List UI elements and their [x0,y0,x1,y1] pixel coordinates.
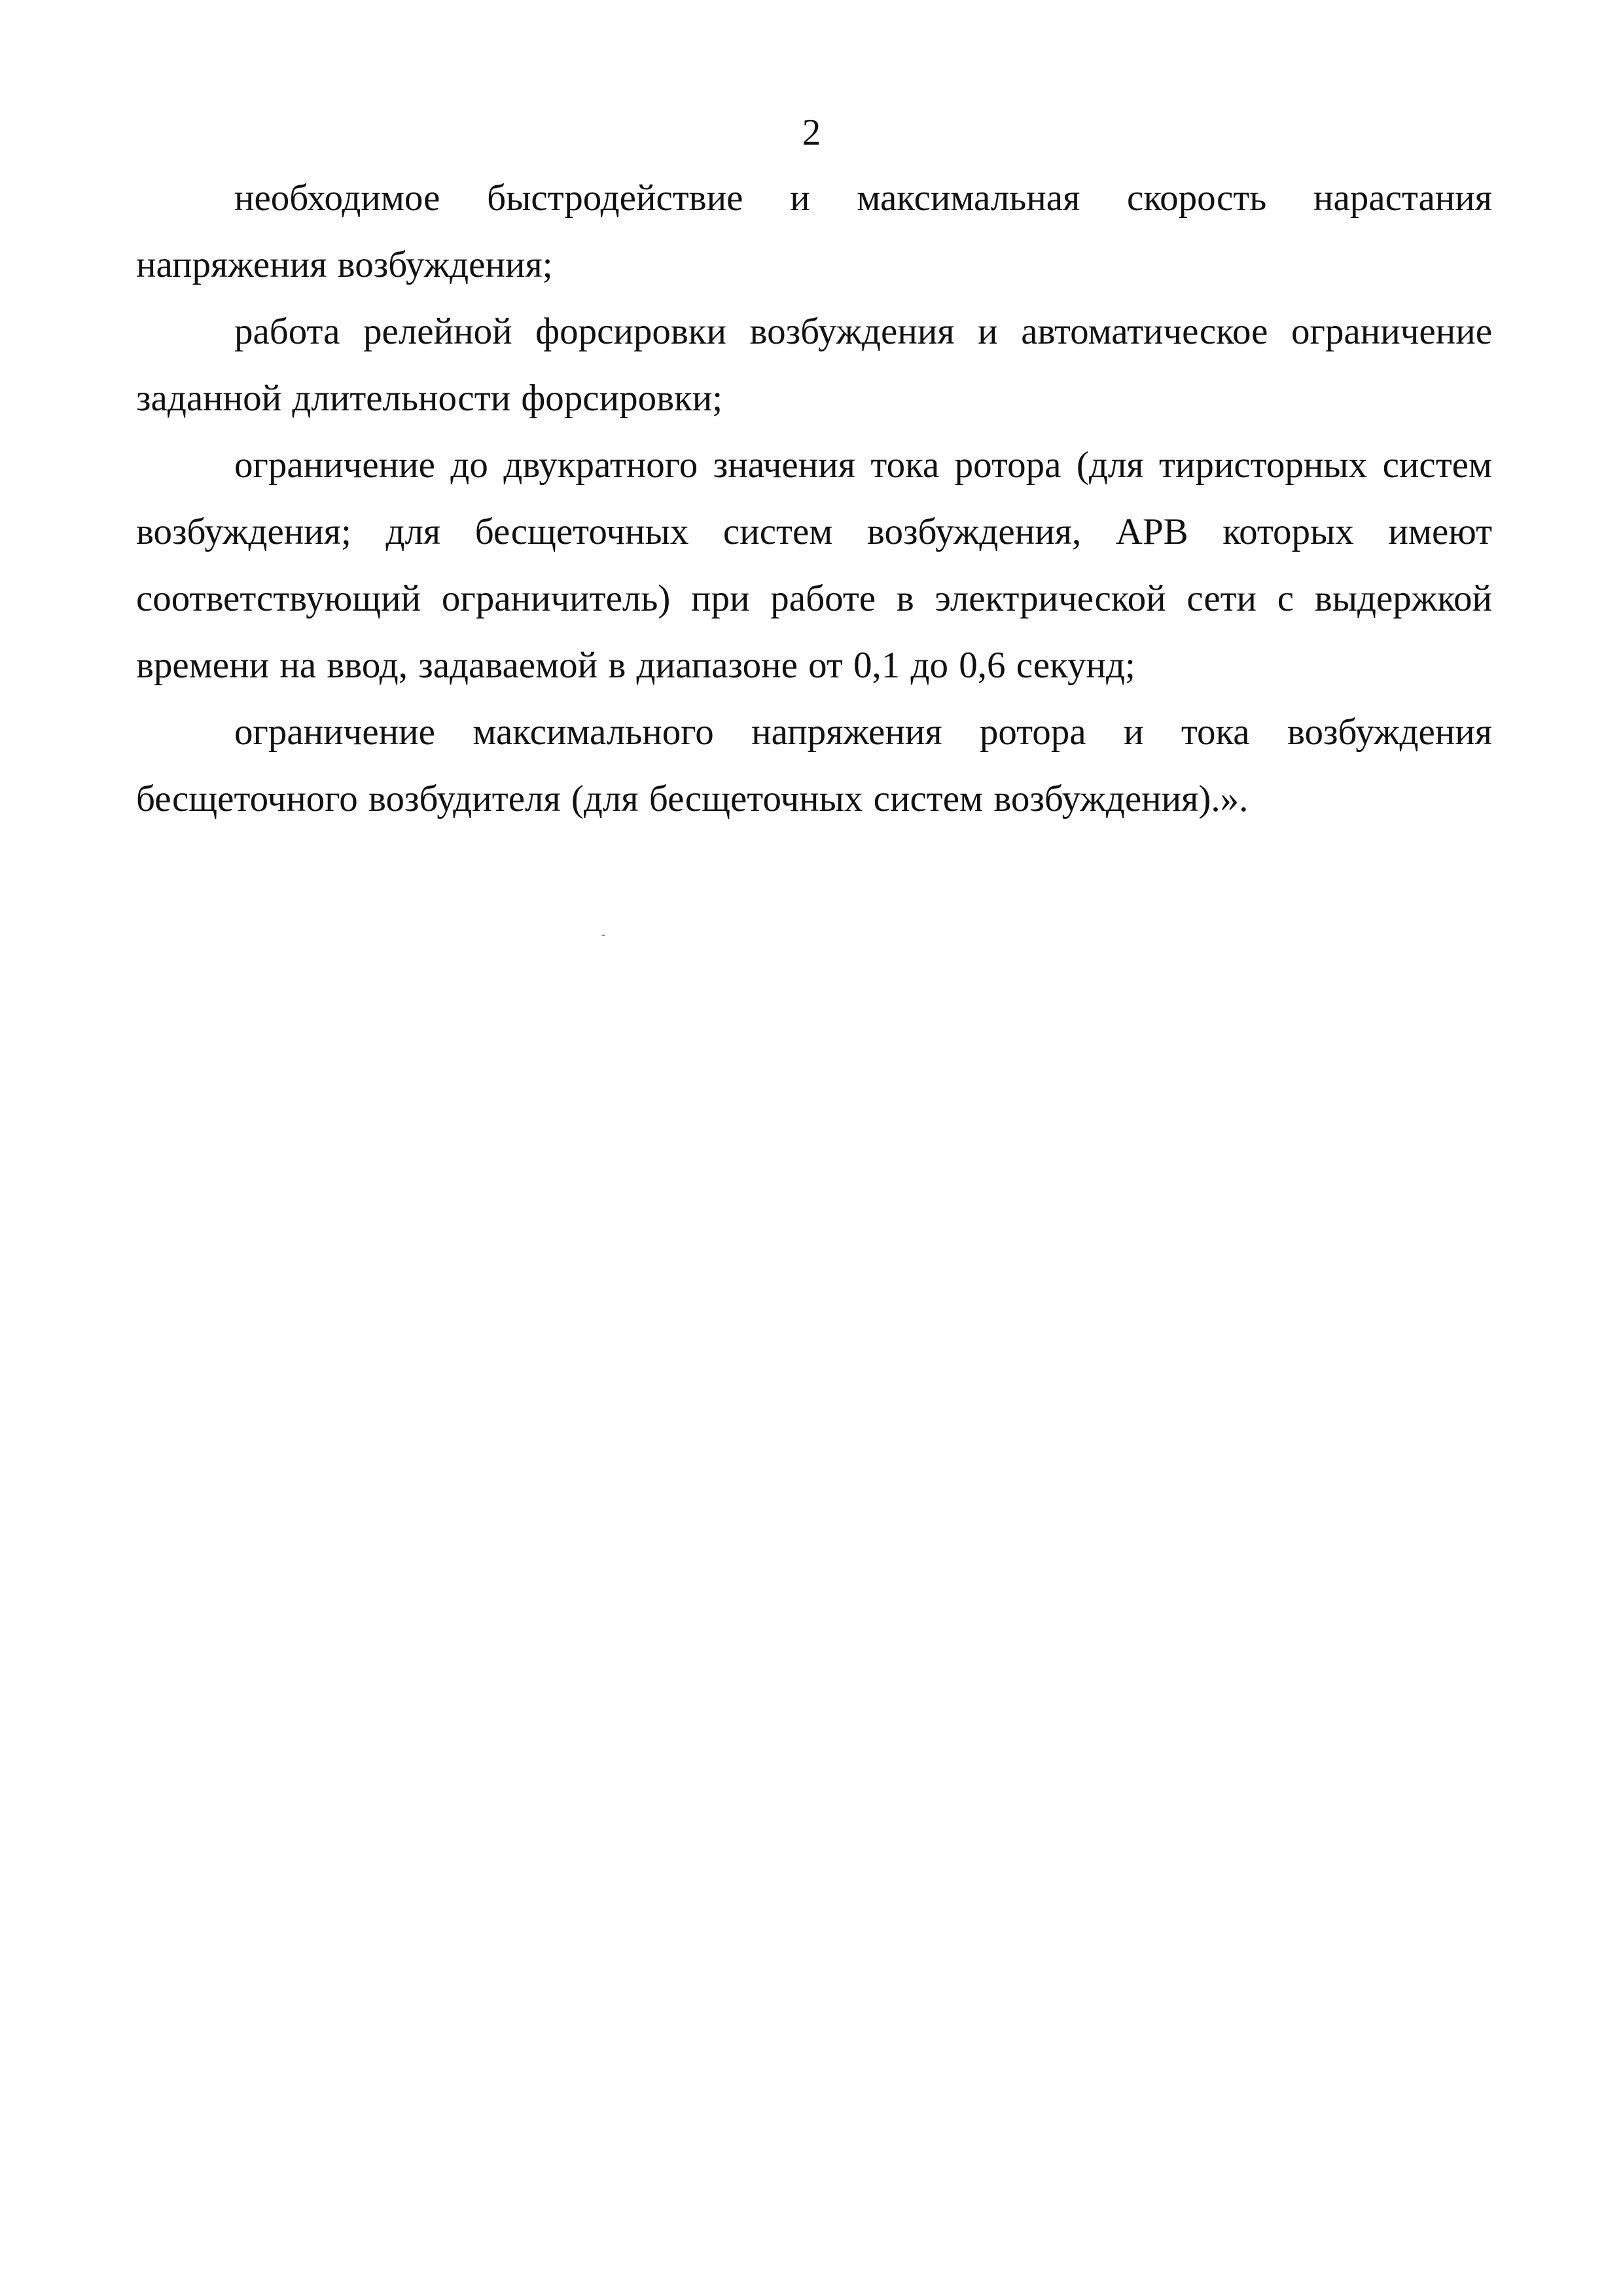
page-number: 2 [802,112,821,153]
paragraph-3: ограничение до двукратного значения тока ротора (для тиристорных систем возбуждения; для бесщеточных систем возбуждения, АРВ которых имеют соответствующий ограничитель) при работе в электрической сети с выдержкой времени на ввод, задаваемой в диапазоне от 0,1 до 0,6 секунд; [136,444,1492,686]
paragraph-1: необходимое быстродействие и максимальная скорость нарастания напряжения возбуждения; [136,177,1492,285]
document-body [136,165,1492,833]
scan-artifact-dot [602,935,605,936]
paragraph-4: ограничение максимального напряжения ротора и тока возбуждения бесщеточного возбудителя (для бесщеточных систем возбуждения).». [136,711,1492,819]
paragraph-2: работа релейной форсировки возбуждения и автоматическое ограничение заданной длительности форсировки; [136,311,1492,419]
